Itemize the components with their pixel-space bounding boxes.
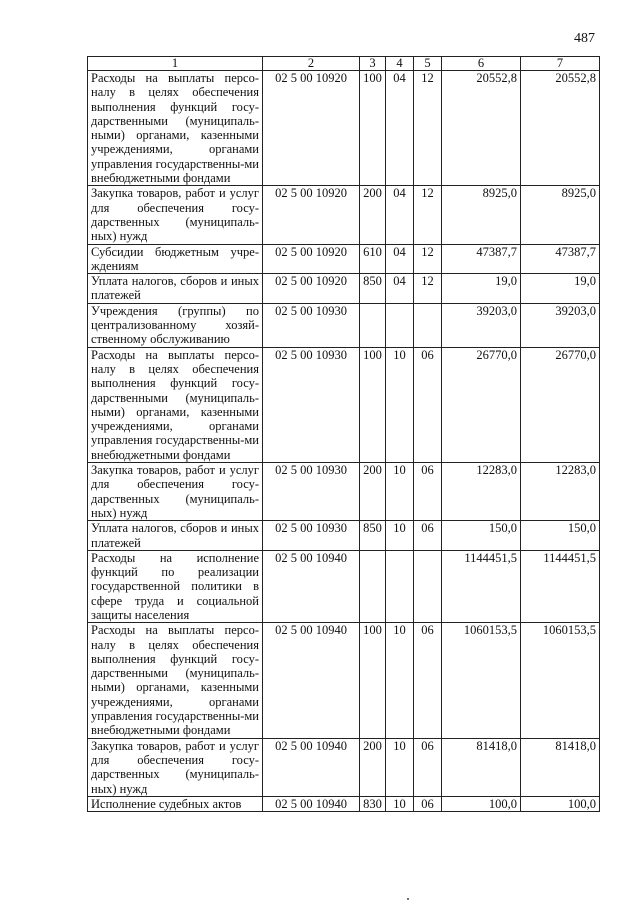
row-sum-6: 26770,0 [442, 347, 521, 462]
row-pr: 06 [414, 796, 442, 811]
header-col-6: 6 [442, 57, 521, 71]
row-sum-7: 8925,0 [521, 186, 600, 244]
row-pr [414, 303, 442, 347]
header-col-4: 4 [386, 57, 414, 71]
row-rz: 10 [386, 738, 414, 796]
row-sum-6: 20552,8 [442, 71, 521, 186]
row-sum-6: 1060153,5 [442, 623, 521, 738]
row-sum-7: 81418,0 [521, 738, 600, 796]
row-vr [360, 303, 386, 347]
row-vr: 200 [360, 463, 386, 521]
table-row [88, 186, 600, 244]
row-code: 02 5 00 10920 [263, 186, 360, 244]
row-sum-7: 12283,0 [521, 463, 600, 521]
table-row [88, 796, 600, 811]
row-name: Закупка товаров, работ и услуг для обеспечения госу-дарственных (муниципаль-ных) нужд [88, 186, 263, 244]
row-pr: 06 [414, 738, 442, 796]
row-sum-6: 8925,0 [442, 186, 521, 244]
row-vr: 100 [360, 347, 386, 462]
row-sum-6: 47387,7 [442, 244, 521, 274]
row-vr: 830 [360, 796, 386, 811]
table-row [88, 244, 600, 274]
row-pr [414, 550, 442, 622]
row-vr [360, 550, 386, 622]
row-sum-7: 26770,0 [521, 347, 600, 462]
row-code: 02 5 00 10940 [263, 623, 360, 738]
row-sum-7: 1060153,5 [521, 623, 600, 738]
row-pr: 06 [414, 347, 442, 462]
row-sum-6: 1144451,5 [442, 550, 521, 622]
row-sum-7: 47387,7 [521, 244, 600, 274]
table-row [88, 550, 600, 622]
row-code: 02 5 00 10940 [263, 550, 360, 622]
row-pr: 12 [414, 71, 442, 186]
row-name: Уплата налогов, сборов и иных платежей [88, 521, 263, 551]
row-pr: 12 [414, 274, 442, 304]
row-rz: 10 [386, 347, 414, 462]
header-col-7: 7 [521, 57, 600, 71]
row-vr: 100 [360, 71, 386, 186]
row-name: Расходы на исполнение функций по реализации государственной политики в сфере труда и социальной защиты населения [88, 550, 263, 622]
row-vr: 610 [360, 244, 386, 274]
row-code: 02 5 00 10940 [263, 738, 360, 796]
row-pr: 12 [414, 244, 442, 274]
row-rz: 10 [386, 796, 414, 811]
row-name: Уплата налогов, сборов и иных платежей [88, 274, 263, 304]
row-rz: 04 [386, 186, 414, 244]
table-row [88, 738, 600, 796]
row-vr: 850 [360, 274, 386, 304]
table-row [88, 463, 600, 521]
row-rz: 10 [386, 463, 414, 521]
row-pr: 06 [414, 521, 442, 551]
row-code: 02 5 00 10940 [263, 796, 360, 811]
row-sum-6: 150,0 [442, 521, 521, 551]
row-code: 02 5 00 10930 [263, 347, 360, 462]
table-row [88, 274, 600, 304]
row-code: 02 5 00 10930 [263, 521, 360, 551]
header-col-5: 5 [414, 57, 442, 71]
row-name: Исполнение судебных актов [88, 796, 263, 811]
row-rz [386, 303, 414, 347]
table-row [88, 303, 600, 347]
table-header-row [88, 57, 600, 71]
header-col-3: 3 [360, 57, 386, 71]
row-sum-6: 19,0 [442, 274, 521, 304]
budget-table [87, 56, 600, 812]
row-sum-7: 100,0 [521, 796, 600, 811]
row-name: Субсидии бюджетным учре-ждениям [88, 244, 263, 274]
table-row [88, 71, 600, 186]
row-vr: 100 [360, 623, 386, 738]
row-rz: 04 [386, 274, 414, 304]
row-rz: 10 [386, 521, 414, 551]
row-name: Расходы на выплаты персо-налу в целях обеспечения выполнения функций госу-дарственными (муниципаль-ными) органами, казенными учреждениями, органами управления государственны-ми внебюджетными фондами [88, 347, 263, 462]
row-pr: 12 [414, 186, 442, 244]
row-sum-6: 12283,0 [442, 463, 521, 521]
row-sum-7: 150,0 [521, 521, 600, 551]
row-sum-7: 1144451,5 [521, 550, 600, 622]
row-rz [386, 550, 414, 622]
row-sum-6: 39203,0 [442, 303, 521, 347]
header-col-1: 1 [88, 57, 263, 71]
row-name: Закупка товаров, работ и услуг для обеспечения госу-дарственных (муниципаль-ных) нужд [88, 738, 263, 796]
scan-speck [407, 898, 409, 900]
row-rz: 10 [386, 623, 414, 738]
row-sum-7: 39203,0 [521, 303, 600, 347]
page-number: 487 [574, 31, 595, 46]
table-row [88, 623, 600, 738]
row-name: Расходы на выплаты персо-налу в целях обеспечения выполнения функций госу-дарственными (муниципаль-ными) органами, казенными учреждениями, органами управления государственны-ми внебюджетными фондами [88, 623, 263, 738]
header-col-2: 2 [263, 57, 360, 71]
row-sum-6: 100,0 [442, 796, 521, 811]
table-row [88, 347, 600, 462]
row-sum-7: 19,0 [521, 274, 600, 304]
row-vr: 850 [360, 521, 386, 551]
table-row [88, 521, 600, 551]
row-sum-6: 81418,0 [442, 738, 521, 796]
row-rz: 04 [386, 244, 414, 274]
row-vr: 200 [360, 738, 386, 796]
row-name: Учреждения (группы) по централизованному хозяй-ственному обслуживанию [88, 303, 263, 347]
row-name: Закупка товаров, работ и услуг для обеспечения госу-дарственных (муниципаль-ных) нужд [88, 463, 263, 521]
row-sum-7: 20552,8 [521, 71, 600, 186]
row-pr: 06 [414, 623, 442, 738]
row-pr: 06 [414, 463, 442, 521]
row-vr: 200 [360, 186, 386, 244]
row-code: 02 5 00 10930 [263, 303, 360, 347]
row-rz: 04 [386, 71, 414, 186]
row-code: 02 5 00 10920 [263, 71, 360, 186]
row-code: 02 5 00 10920 [263, 244, 360, 274]
row-code: 02 5 00 10920 [263, 274, 360, 304]
row-code: 02 5 00 10930 [263, 463, 360, 521]
row-name: Расходы на выплаты персо-налу в целях обеспечения выполнения функций госу-дарственными (муниципаль-ными) органами, казенными учреждениями, органами управления государственны-ми внебюджетными фондами [88, 71, 263, 186]
